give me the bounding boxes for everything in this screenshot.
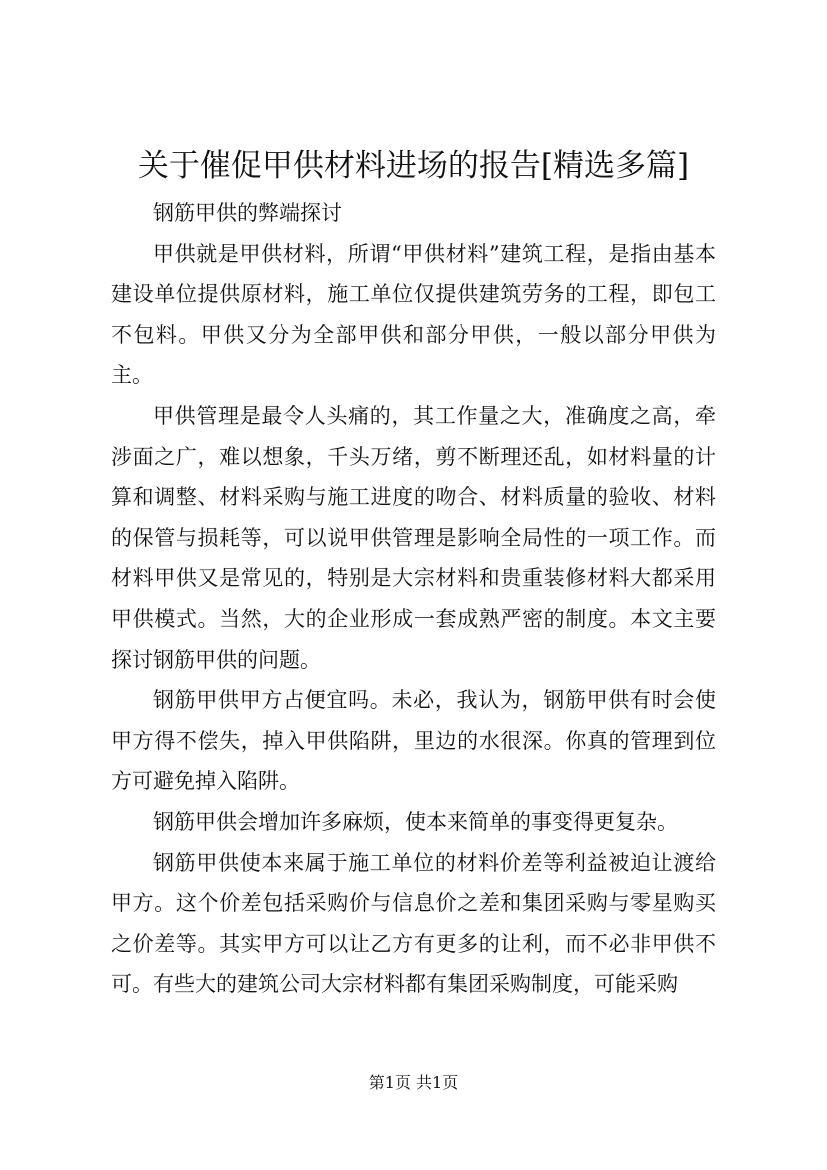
paragraph-subheading: 钢筋甲供的弊端探讨 bbox=[153, 201, 342, 225]
document-body bbox=[111, 193, 716, 1005]
paragraph: 钢筋甲供使本来属于施工单位的材料价差等利益被迫让渡给甲方。这个价差包括采购价与信息价之差和集团采购与零星购买之价差等。其实甲方可以让乙方有更多的让利，而不必非甲供不可。有些大的建筑公司大宗材料都有集团采购制度，可能采购 bbox=[111, 850, 716, 997]
paragraph: 钢筋甲供会增加许多麻烦，使本来简单的事变得更复杂。 bbox=[153, 809, 678, 834]
page-footer: 第1页 共1页 bbox=[368, 1073, 459, 1092]
paragraph: 甲供管理是最令人头痛的，其工作量之大，准确度之高，牵涉面之广，难以想象，千头万绪，剪不断理还乱，如材料量的计算和调整、材料采购与施工进度的吻合、材料质量的验收、材料的保管与损耗等，可以说甲供管理是影响全局性的一项工作。而材料甲供又是常见的，特别是大宗材料和贵重装修材料大都采用甲供模式。当然，大的企业形成一套成熟严密的制度。本文主要探讨钢筋甲供的问题。 bbox=[111, 403, 716, 672]
paragraph: 甲供就是甲供材料，所谓“甲供材料”建筑工程，是指由基本建设单位提供原材料，施工单位仅提供建筑劳务的工程，即包工不包料。甲供又分为全部甲供和部分甲供，一般以部分甲供为主。 bbox=[111, 241, 716, 388]
document-title: 关于催促甲供材料进场的报告[精选多篇] bbox=[137, 148, 690, 184]
paragraph: 钢筋甲供甲方占便宜吗。未必，我认为，钢筋甲供有时会使甲方得不偿失，掉入甲供陷阱，里边的水很深。你真的管理到位方可避免掉入陷阱。 bbox=[111, 688, 716, 794]
